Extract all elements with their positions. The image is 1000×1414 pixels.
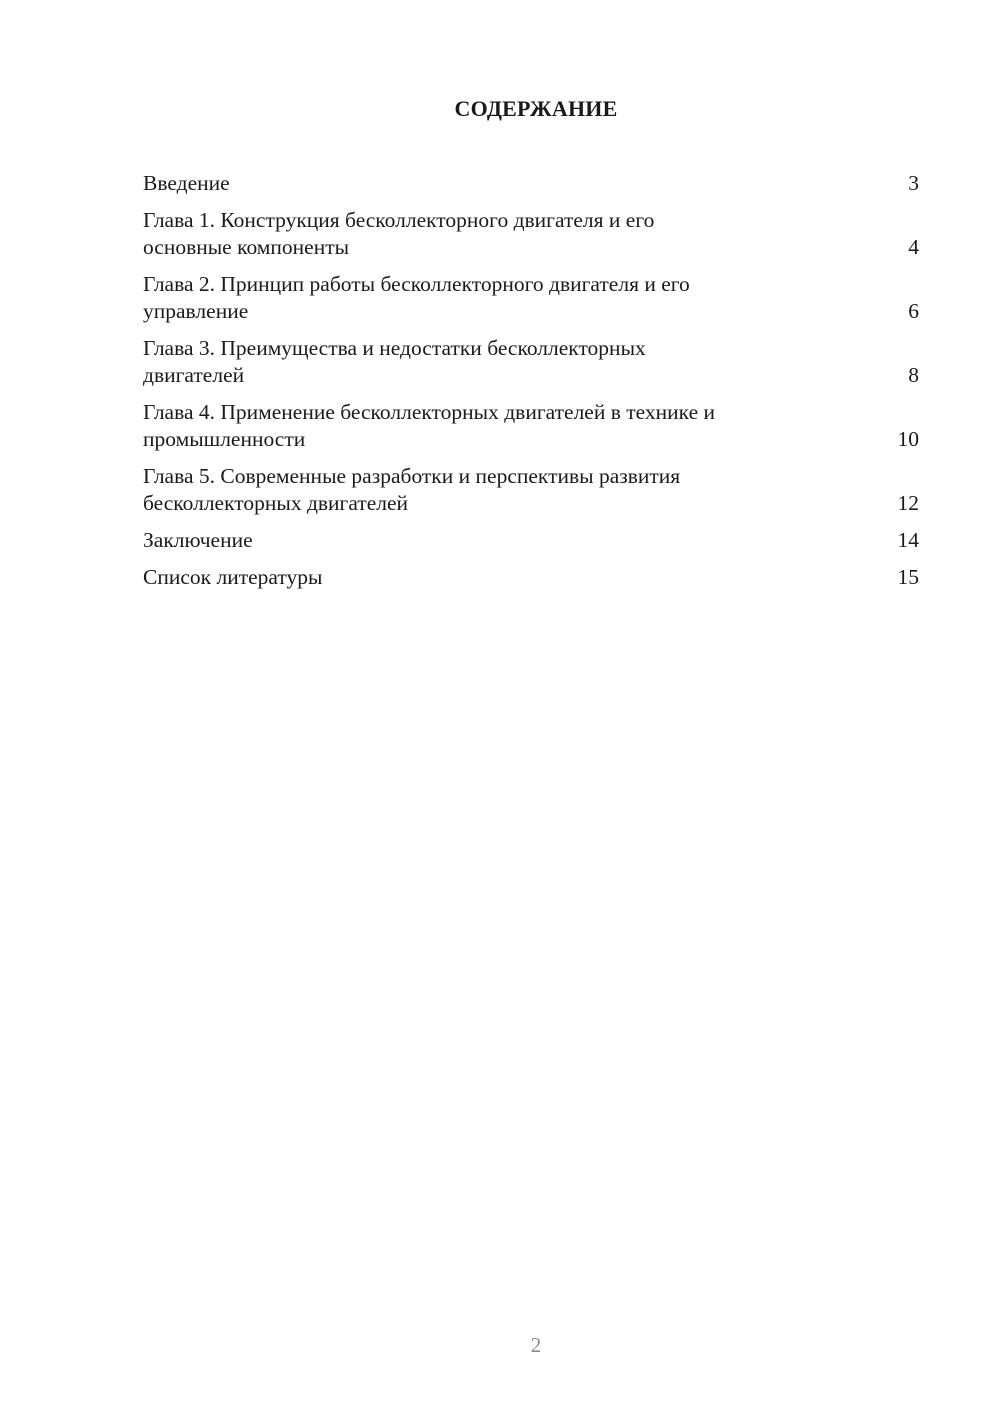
toc-entry-text <box>143 463 680 517</box>
page-title: СОДЕРЖАНИЕ <box>454 96 618 121</box>
toc-entry-line: Заключение <box>143 528 253 552</box>
toc-entry-text <box>143 207 654 261</box>
toc-entry-page: 14 <box>897 528 919 552</box>
toc-entry-page: 15 <box>897 565 919 589</box>
toc-entry-line: Глава 2. Принцип работы бесколлекторного двигателя и его <box>143 272 690 296</box>
toc-entry-page: 6 <box>908 299 919 323</box>
toc-entry-page: 4 <box>908 235 919 259</box>
toc-entry-conclusion <box>143 527 919 554</box>
toc-entry-line: Глава 5. Современные разработки и перспективы развития <box>143 464 681 488</box>
toc-entry-page: 12 <box>897 491 919 515</box>
toc-entry-text <box>143 170 230 197</box>
toc-entry-text <box>143 399 715 453</box>
toc-entry-page: 3 <box>908 171 919 195</box>
toc-entry-line: бесколлекторных двигателей <box>143 491 409 515</box>
toc-entry-chapter-4 <box>143 399 919 453</box>
toc-entry-page: 8 <box>908 363 919 387</box>
toc-entry-chapter-2 <box>143 271 919 325</box>
toc-entry-line: Глава 1. Конструкция бесколлекторного двигателя и его <box>143 208 655 232</box>
toc-entry-text <box>143 335 646 389</box>
page-number: 2 <box>530 1333 542 1357</box>
toc-entry-page: 10 <box>897 427 919 451</box>
toc-entry-text <box>143 564 322 591</box>
toc-entry-text <box>143 527 253 554</box>
toc-entry-line: Список литературы <box>143 565 323 589</box>
toc-entry-introduction <box>143 170 919 197</box>
toc-entry-references <box>143 564 919 591</box>
toc-entry-line: управление <box>143 299 249 323</box>
toc-entry-chapter-3 <box>143 335 919 389</box>
toc-entry-line: Введение <box>143 171 230 195</box>
toc-entry-line: Глава 4. Применение бесколлекторных двигателей в технике и <box>143 400 715 424</box>
toc-entry-line: двигателей <box>143 363 245 387</box>
toc-entry-chapter-5 <box>143 463 919 517</box>
toc-entry-chapter-1 <box>143 207 919 261</box>
toc-entry-line: основные компоненты <box>143 235 350 259</box>
toc-entry-line: промышленности <box>143 427 306 451</box>
toc-entry-text <box>143 271 690 325</box>
table-of-contents <box>143 170 919 601</box>
toc-entry-line: Глава 3. Преимущества и недостатки бесколлекторных <box>143 336 646 360</box>
